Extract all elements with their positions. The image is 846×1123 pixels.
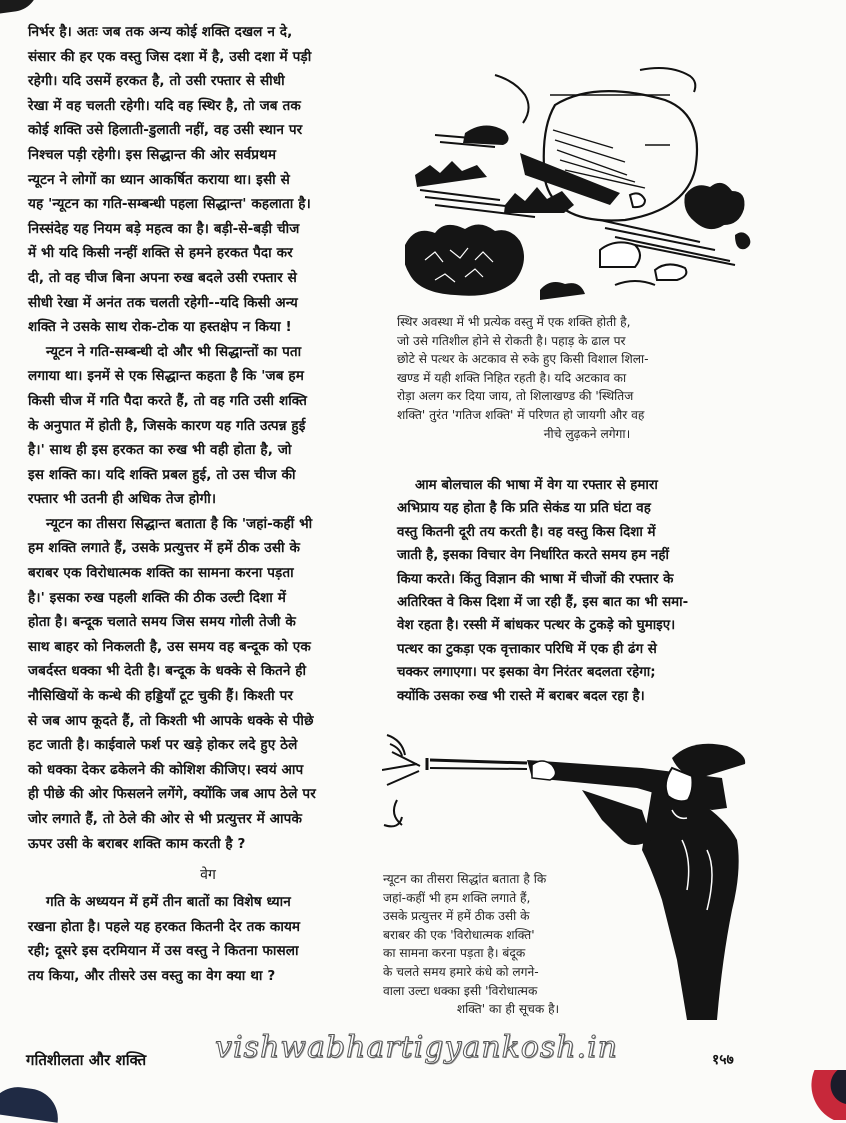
text-line: आम बोलचाल की भाषा में वेग या रफ्तार से हमारा	[415, 478, 658, 493]
text-line: साथ बाहर को निकलती है, उस समय वह बन्दूक को एक	[28, 638, 311, 655]
text-line: रहेगी। यदि उसमें हरकत है, तो उसी रफ्तार से सीधी	[28, 73, 285, 90]
text-line: शक्ति' का ही सूचक है।	[456, 1002, 560, 1017]
text-line: का सामना करना पड़ता है। बंदूक	[383, 946, 526, 961]
text-line: न्यूटन का तीसरा सिद्धान्त बताता है कि 'जहां-कहीं भी	[46, 515, 313, 532]
text-line: है।' साथ ही इस हरकत का रुख भी वही होता है, जो	[28, 442, 292, 459]
text-line: गति के अध्ययन में हमें तीन बातों का विशेष ध्यान	[46, 894, 291, 911]
text-line: के चलते समय हमारे कंधे को लगने-	[383, 964, 539, 979]
paragraph	[28, 340, 388, 512]
text-line: में भी यदि किसी नन्हीं शक्ति से हमने हरकत पैदा कर	[28, 245, 293, 262]
text-line: किसी चीज में गति पैदा करते हैं, तो वह गति उसी शक्ति	[28, 392, 307, 409]
text-line: के अनुपात में होती है, जिसके कारण यह गति उत्पन्न हुई	[28, 417, 306, 434]
section-paragraph	[28, 890, 388, 988]
text-line: शक्ति ने उसके साथ रोक-टोक या हस्तक्षेप न किया !	[28, 319, 292, 336]
text-line: स्थिर अवस्था में भी प्रत्येक वस्तु में एक शक्ति होती है,	[397, 315, 631, 329]
text-line: जोर लगाते हैं, तो ठेले की ओर से भी प्रत्युत्तर में आपके	[28, 811, 303, 827]
text-line: रफ्तार भी उतनी ही अधिक तेज होगी।	[28, 491, 217, 508]
text-line: पत्थर का टुकड़ा एक वृत्ताकार परिधि में एक ही ढंग से	[397, 641, 657, 657]
text-line: शक्ति' तुरंत 'गतिज शक्ति' में परिणत हो जायगी और वह	[397, 407, 645, 422]
text-line: सीधी रेखा में अनंत तक चलती रहेगी--यदि किसी अन्य	[28, 294, 298, 311]
chapter-title-footer: गतिशीलता और शक्ति	[26, 1051, 147, 1069]
rock-caption	[397, 313, 777, 443]
text-line: संसार की हर एक वस्तु जिस दशा में है, उसी दशा में पड़ी	[28, 48, 312, 65]
rifle-caption	[383, 870, 633, 1019]
page-edge-shadow	[0, 0, 42, 16]
text-line: चक्कर लगाएगा। पर इसका वेग निरंतर बदलता रहेगा;	[397, 665, 656, 681]
text-line: किया करते। किंतु विज्ञान की भाषा में चीजों की रफ्तार के	[397, 571, 674, 587]
page-edge-object	[808, 1070, 846, 1120]
text-line: न्यूटन का तीसरा सिद्धांत बताता है कि	[383, 872, 547, 886]
text-line: से जब आप कूदते हैं, तो किश्ती भी आपके धक्के से पीछे	[28, 712, 314, 729]
text-line: रही; दूसरे इस दरमियान में उस वस्तु ने कितना फासला	[28, 943, 299, 960]
text-line: तय किया, और तीसरे उस वस्तु का वेग क्या था ?	[28, 967, 276, 984]
text-line: न्यूटन ने लोगों का ध्यान आकर्षित कराया था। इसी से	[28, 171, 290, 188]
text-line: वेश रहता है। रस्सी में बांधकर पत्थर के टुकड़े को घुमाइए।	[397, 618, 676, 634]
text-line: खण्ड में यही शक्ति निहित रहती है। यदि अटकाव का	[397, 370, 627, 385]
text-line: यह 'न्यूटन का गति-सम्बन्धी पहला सिद्धान्त' कहलाता है।	[28, 196, 311, 213]
text-line: ही पीछे की ओर फिसलने लगेंगे, क्योंकि जब आप ठेले पर	[28, 786, 316, 803]
man-firing-rifle-icon	[382, 735, 527, 826]
text-line: छोटे से पत्थर के अटकाव से रुके हुए किसी विशाल शिला-	[397, 352, 649, 367]
text-line: कोई शक्ति उसे हिलाती-डुलाती नहीं, वह उसी स्थान पर	[28, 122, 303, 139]
text-line: निस्संदेह यह नियम बड़े महत्व का है। बड़ी-से-बड़ी चीज	[28, 220, 300, 237]
left-paragraphs	[28, 20, 388, 856]
text-line: दी, तो वह चीज बिना अपना रुख बदले उसी रफ्तार से	[28, 269, 297, 286]
text-line: इस शक्ति का। यदि शक्ति प्रबल हुई, तो उस चीज की	[28, 466, 296, 483]
text-line: हट जाती है। काईवाले फर्श पर खड़े होकर लदे हुए ठेले	[28, 737, 298, 754]
text-line: रोड़ा अलग कर दिया जाय, तो शिलाखण्ड की 'स्थितिज	[397, 389, 634, 404]
paragraph	[397, 474, 777, 708]
right-column	[397, 474, 777, 708]
text-line: निश्चल पड़ी रहेगी। इस सिद्धान्त की ओर सर्वप्रथम	[28, 146, 277, 163]
text-line: जाती है, इसका विचार वेग निर्धारित करते समय हम नहीं	[397, 548, 669, 564]
text-line: होता है। बन्दूक चलाते समय जिस समय गोली तेजी के	[28, 614, 296, 631]
text-line: रखना होता है। पहले यह हरकत कितनी देर तक कायम	[28, 918, 301, 935]
text-line: निर्भर है। अतः जब तक अन्य कोई शक्ति दखल न दे,	[28, 24, 293, 40]
text-line: जहां-कहीं भी हम शक्ति लगाते हैं,	[383, 890, 531, 905]
text-line: नीचे लुढ़कने लगेगा।	[543, 426, 631, 441]
text-line: उसके प्रत्युत्तर में हमें ठीक उसी के	[383, 909, 530, 924]
text-line: क्योंकि उसका रुख भी रास्ते में बराबर बदल रहा है।	[397, 688, 645, 704]
page-number: १५७	[712, 1052, 734, 1068]
text-line: वस्तु कितनी दूरी तय करती है। वह वस्तु किस दिशा में	[397, 524, 656, 540]
text-line: बराबर की एक 'विरोधात्मक शक्ति'	[383, 927, 535, 942]
paragraph	[28, 20, 388, 340]
watermark: vishwabhartigyankosh.in	[215, 1030, 618, 1065]
left-column	[28, 20, 388, 989]
paragraph	[28, 512, 388, 856]
rock-illustration	[405, 45, 775, 305]
text-line: वाला उल्टा धक्का इसी 'विरोधात्मक	[383, 983, 538, 998]
text-line: को धक्का देकर ढकेलने की कोशिश कीजिए। स्वयं आप	[28, 761, 304, 778]
text-line: न्यूटन ने गति-सम्बन्धी दो और भी सिद्धान्तों का पता	[46, 343, 302, 360]
text-line: लगाया था। इनमें से एक सिद्धान्त कहता है कि 'जब हम	[28, 368, 304, 385]
section-heading: वेग	[200, 867, 216, 884]
page-edge-shadow	[0, 1083, 62, 1122]
text-line: रेखा में वह चलती रहेगी। यदि वह स्थिर है, तो जब तक	[28, 97, 301, 114]
text-line: जो उसे गतिशील होने से रोकती है। पहाड़ के ढाल पर	[397, 333, 626, 348]
text-line: जबर्दस्त धक्का भी देती है। बन्दूक के धक्के से कितने ही	[28, 663, 307, 680]
text-line: नौसिखियों के कन्धे की हड्डियाँ टूट चुकी हैं। किश्ती पर	[28, 688, 294, 705]
text-line: है।' इसका रुख पहली शक्ति की ठीक उल्टी दिशा में	[28, 589, 286, 606]
text-line: अभिप्राय यह होता है कि प्रति सेकंड या प्रति घंटा वह	[397, 501, 651, 517]
text-line: बराबर एक विरोधात्मक शक्ति का सामना करना पड़ता	[28, 565, 294, 582]
text-line: अतिरिक्त वे किस दिशा में जा रही हैं, इस बात का भी समा-	[397, 594, 689, 610]
text-line: हम शक्ति लगाते हैं, उसके प्रत्युत्तर में हमें ठीक उसी के	[28, 540, 301, 557]
text-line: ऊपर उसी के बराबर शक्ति काम करती है ?	[28, 835, 246, 852]
